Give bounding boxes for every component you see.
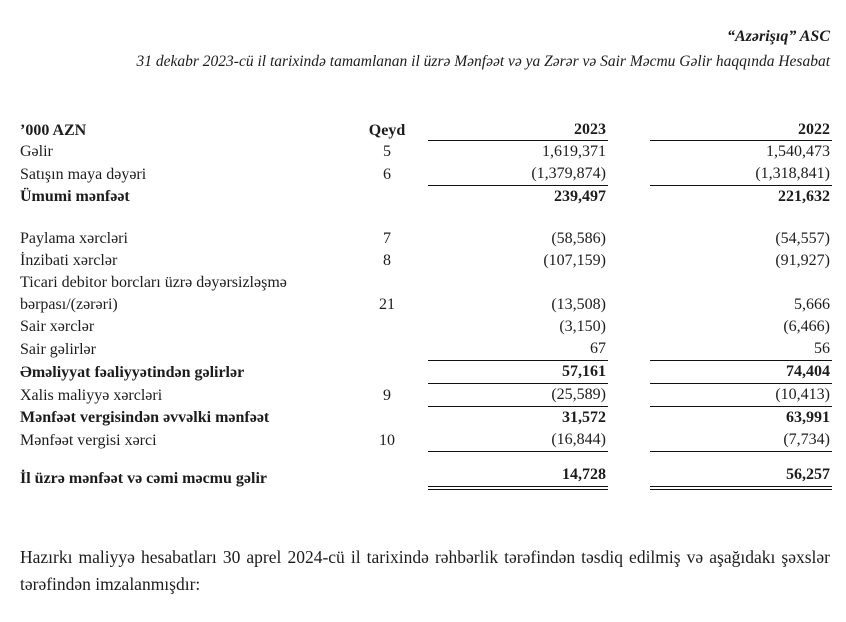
report-title: 31 dekabr 2023-cü il tarixində tamamlanan il üzrə Mənfəət və ya Zərər və Sair Məcmu Gəlir haqqında Hesabat — [136, 53, 830, 70]
value-2022: 56,257 — [650, 464, 832, 490]
table-row — [20, 141, 832, 163]
table-row — [20, 250, 832, 272]
row-label: Ümumi mənfəət — [20, 188, 130, 205]
row-label: İnzibati xərclər — [20, 252, 118, 269]
value-2023: (1,379,874) — [428, 163, 608, 186]
row-label: Paylama xərcləri — [20, 230, 128, 247]
table-row — [20, 338, 832, 361]
row-label: Sair gəlirlər — [20, 341, 96, 358]
table-row — [20, 316, 832, 338]
income-statement-table — [20, 116, 832, 490]
row-label: Əməliyyat fəaliyyətindən gəlirlər — [20, 364, 245, 381]
note-value: 10 — [379, 432, 395, 449]
table-row — [20, 429, 832, 452]
value-2023: (13,508) — [551, 296, 606, 313]
row-label: Xalis maliyyə xərcləri — [20, 387, 163, 404]
value-2023: (16,844) — [428, 429, 608, 452]
column-header-unit: ’000 AZN — [20, 122, 87, 139]
value-2023: 67 — [428, 338, 608, 361]
value-2022: 56 — [650, 338, 832, 361]
value-2022: 63,991 — [786, 409, 830, 426]
row-label: Ticari debitor borcları üzrə dəyərsizləşmə — [20, 274, 287, 291]
note-value: 6 — [383, 166, 391, 183]
column-header-2023: 2023 — [428, 119, 608, 141]
row-label: Gəlir — [20, 143, 53, 160]
row-label: Sair xərclər — [20, 318, 95, 335]
table-row — [20, 361, 832, 384]
value-2023: 31,572 — [562, 409, 606, 426]
column-header-note: Qeyd — [368, 122, 406, 139]
value-2023: (107,159) — [543, 252, 606, 269]
value-2022: (54,557) — [775, 230, 830, 247]
row-label: Mənfəət vergisi xərci — [20, 432, 157, 449]
value-2022: (10,413) — [650, 384, 832, 407]
note-value: 9 — [383, 387, 391, 404]
value-2022: 221,632 — [778, 188, 830, 205]
approval-note: Hazırkı maliyyə hesabatları 30 aprel 2024-cü il tarixində rəhbərlik tərəfindən təsdiq edilmiş və aşağıdakı şəxslər tərəfindən imzalanmışdır: — [20, 547, 830, 594]
company-name: “Azərişıq” ASC — [727, 28, 830, 45]
column-header-2022: 2022 — [650, 119, 832, 141]
value-2023: 239,497 — [554, 188, 606, 205]
value-2023: (3,150) — [559, 318, 606, 335]
value-2023: 1,619,371 — [542, 143, 606, 160]
table-row — [20, 163, 832, 186]
table-spacer — [20, 208, 832, 228]
note-value: 21 — [379, 296, 395, 313]
note-value: 8 — [383, 252, 391, 269]
value-2022: (6,466) — [783, 318, 830, 335]
value-2022: (1,318,841) — [650, 163, 832, 186]
row-label: Satışın maya dəyəri — [20, 166, 147, 183]
row-label: bərpası/(zərəri) — [20, 296, 118, 313]
value-2022: (7,734) — [650, 429, 832, 452]
value-2023: 57,161 — [428, 361, 608, 384]
table-row — [20, 384, 832, 407]
value-2023: 14,728 — [428, 464, 608, 490]
value-2022: 5,666 — [794, 296, 830, 313]
table-header-row — [20, 116, 832, 141]
table-row — [20, 186, 832, 208]
value-2022: (91,927) — [775, 252, 830, 269]
table-row — [20, 228, 832, 250]
value-2022: 1,540,473 — [766, 143, 830, 160]
row-label: İl üzrə mənfəət və cəmi məcmu gəlir — [20, 470, 267, 487]
value-2022: 74,404 — [650, 361, 832, 384]
income-statement-rows — [20, 141, 832, 490]
table-row — [20, 272, 832, 294]
table-spacer — [20, 452, 832, 464]
note-value: 5 — [383, 143, 391, 160]
value-2023: (58,586) — [551, 230, 606, 247]
table-row — [20, 464, 832, 490]
table-row — [20, 407, 832, 429]
table-row — [20, 294, 832, 316]
note-value: 7 — [383, 230, 391, 247]
value-2023: (25,589) — [428, 384, 608, 407]
row-label: Mənfəət vergisindən əvvəlki mənfəət — [20, 409, 270, 426]
document-header — [0, 0, 846, 72]
